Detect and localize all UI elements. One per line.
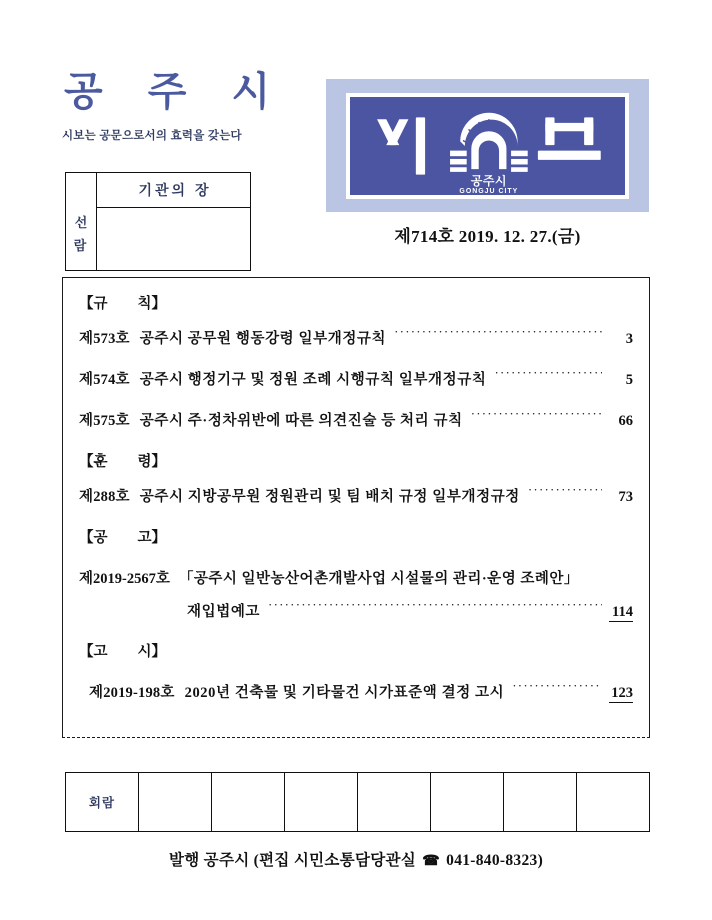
circulation-cell-1[interactable] [139,773,212,832]
section-bracket-close: 】 [151,644,167,660]
circulation-cell-2[interactable] [212,773,285,832]
toc-leader-dots [394,329,602,344]
toc-section-heading-public-notice [79,640,633,661]
publisher-text-prefix: 발행 공주시 (편집 시민소통담당관실 [168,852,421,869]
section-title-char-2: 시 [137,644,152,660]
circulation-cell-7[interactable] [577,773,650,832]
section-bracket-close: 】 [151,454,167,470]
toc-entry-number: 제2019-198호 [89,685,175,701]
approval-signature-cell[interactable] [97,208,251,271]
publisher-text-suffix: 041-840-8323) [441,852,544,869]
toc-entry-page[interactable]: 123 [609,685,633,703]
toc-entry-number: 제288호 [79,489,130,505]
publisher-line [0,848,712,870]
circulation-table [65,772,650,832]
gazette-logo-artwork [350,97,625,195]
section-bracket-close: 】 [151,296,167,312]
logo-char-si-icon [377,117,425,174]
approval-side-char-1: 선 [74,215,88,230]
section-title-char-1: 훈 [93,454,138,470]
toc-entry[interactable] [79,327,633,348]
toc-entry-title-line [79,567,633,588]
toc-spacer [79,553,633,567]
section-title-char-1: 공 [93,530,138,546]
toc-section-heading-directives [79,450,633,471]
section-bracket-open: 【 [79,296,94,312]
toc-entry-page[interactable]: 73 [618,489,633,505]
toc-leader-dots [471,411,602,426]
toc-entry-title: 공주시 행정기구 및 정원 조례 시행규칙 일부개정규칙 [139,372,487,388]
masthead-left [62,70,312,143]
logo-english-wordmark: GONGJU CITY [459,187,519,195]
circulation-cell-3[interactable] [285,773,358,832]
toc-leader-dots [512,683,602,698]
logo-char-bo-icon [538,117,601,160]
toc-section-heading-notices [79,526,633,547]
toc-spacer [79,667,633,681]
toc-entry[interactable] [79,681,633,703]
approval-table [65,172,251,271]
toc-leader-dots [494,370,602,385]
toc-spacer [79,477,633,485]
section-title-char-1: 고 [93,644,138,660]
toc-entry-continuation[interactable] [79,600,633,622]
city-title: 공 주 시 [64,70,288,114]
approval-header-cell: 기관의 장 [97,173,251,208]
toc-entry[interactable] [79,409,633,430]
circulation-cell-5[interactable] [431,773,504,832]
section-title-char-2: 고 [137,530,152,546]
table-of-contents [62,277,650,738]
toc-entry-title: 공주시 공무원 행동강령 일부개정규칙 [139,331,387,347]
section-bracket-close: 】 [151,530,167,546]
toc-entry-title: 「공주시 일반농산어촌개발사업 시설물의 관리·운영 조례안」 [178,571,579,587]
toc-entry-page[interactable]: 114 [609,604,633,622]
approval-side-label [66,173,97,271]
gazette-logo-frame [346,93,629,199]
circulation-cell-6[interactable] [504,773,577,832]
toc-leader-dots [528,487,602,502]
toc-entry-number: 제574호 [79,372,130,388]
toc-entry-number: 제575호 [79,413,130,429]
toc-entry-number: 제573호 [79,331,130,347]
gazette-logo [326,79,649,212]
section-title-char-1: 규 [93,296,138,312]
toc-entry-page[interactable]: 66 [618,413,633,429]
section-bracket-open: 【 [79,530,94,546]
table-row [66,773,650,832]
toc-entry-subtitle: 재입법예고 [187,604,261,620]
section-bracket-open: 【 [79,454,94,470]
toc-entry-title: 공주시 주·정차위반에 따른 의견진술 등 처리 규칙 [139,413,463,429]
toc-entry-page[interactable]: 5 [625,372,633,388]
toc-leader-dots [268,602,602,617]
telephone-icon: ☎ [422,854,440,869]
toc-entry-title: 2020년 건축물 및 기타물건 시가표준액 결정 고시 [184,685,505,701]
toc-section-heading-rules [79,292,633,313]
section-title-char-2: 칙 [137,296,152,312]
toc-spacer [79,319,633,327]
approval-side-char-2: 람 [73,237,87,253]
circulation-label-cell: 회람 [66,773,139,832]
gazette-motto: 시보는 공문으로서의 효력을 갖는다 [62,130,242,142]
toc-entry-page[interactable]: 3 [625,331,633,347]
toc-entry-title: 공주시 지방공무원 정원관리 및 팀 배치 규정 일부개정규정 [139,489,520,505]
logo-korean-wordmark: 공주시 [470,173,507,188]
section-title-char-2: 령 [137,454,152,470]
toc-entry[interactable] [79,485,633,506]
toc-entry-number: 제2019-2567호 [79,571,170,587]
toc-entry[interactable] [79,368,633,389]
circulation-cell-4[interactable] [358,773,431,832]
section-bracket-open: 【 [79,644,94,660]
issue-line: 제714호 2019. 12. 27.(금) [394,227,581,246]
logo-arch-emblem-icon [450,112,528,171]
